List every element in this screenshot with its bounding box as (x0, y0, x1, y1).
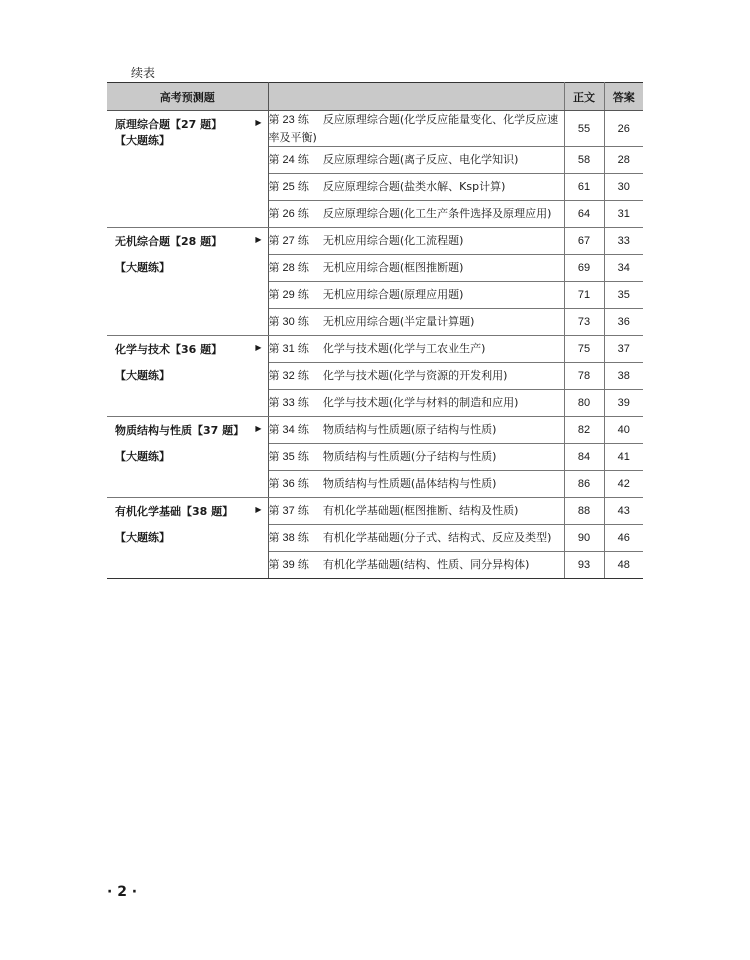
exercise-number: 第 39 练 (268, 559, 309, 571)
exercise-number: 第 32 练 (268, 370, 309, 382)
exercise-number: 第 26 练 (268, 208, 309, 220)
exercise-number: 第 23 练 (268, 114, 309, 126)
exercise-title-cell (268, 363, 564, 390)
answer-page-number: 48 (604, 552, 643, 579)
header-section: 高考预测题 (107, 83, 268, 111)
section-subtitle: 【大题练】 (115, 261, 170, 274)
main-page-number: 69 (564, 255, 604, 282)
exercise-title: 化学与技术题(化学与资源的开发利用) (322, 369, 508, 382)
main-page-number: 67 (564, 228, 604, 255)
exercise-title: 无机应用综合题(半定量计算题) (322, 315, 475, 328)
section-cell (107, 228, 268, 336)
triangle-right-icon: ▶ (255, 235, 262, 244)
answer-page-number: 28 (604, 147, 643, 174)
answer-page-number: 42 (604, 471, 643, 498)
main-page-number: 80 (564, 390, 604, 417)
main-page-number: 73 (564, 309, 604, 336)
exercise-number: 第 34 练 (268, 424, 309, 436)
exercise-title-cell (268, 201, 564, 228)
exercise-title: 物质结构与性质题(分子结构与性质) (322, 450, 497, 463)
exercise-title-cell (268, 336, 564, 363)
triangle-right-icon: ▶ (255, 118, 262, 127)
answer-page-number: 33 (604, 228, 643, 255)
triangle-right-icon: ▶ (255, 424, 262, 433)
exercise-number: 第 37 练 (268, 505, 309, 517)
main-page-number: 71 (564, 282, 604, 309)
triangle-right-icon: ▶ (255, 343, 262, 352)
contents-table (107, 82, 643, 579)
section-subtitle: 【大题练】 (115, 369, 170, 382)
section-name: 化学与技术【36 题】 (115, 343, 223, 356)
section-cell (107, 336, 268, 417)
answer-page-number: 40 (604, 417, 643, 444)
answer-page-number: 34 (604, 255, 643, 282)
exercise-title-cell (268, 444, 564, 471)
main-page-number: 82 (564, 417, 604, 444)
exercise-title-cell (268, 390, 564, 417)
section-name: 原理综合题【27 题】 (115, 118, 223, 131)
exercise-title-cell (268, 498, 564, 525)
header-main-page: 正文 (564, 83, 604, 111)
answer-page-number: 41 (604, 444, 643, 471)
exercise-title-cell (268, 147, 564, 174)
section-subtitle: 【大题练】 (115, 450, 170, 463)
header-answer-page: 答案 (604, 83, 643, 111)
exercise-title: 反应原理综合题(盐类水解、Ksp计算) (322, 180, 506, 193)
section-name: 有机化学基础【38 题】 (115, 505, 234, 518)
section-cell (107, 111, 268, 228)
main-page-number: 84 (564, 444, 604, 471)
exercise-number: 第 28 练 (268, 262, 309, 274)
main-page-number: 58 (564, 147, 604, 174)
answer-page-number: 31 (604, 201, 643, 228)
main-page-number: 93 (564, 552, 604, 579)
table-caption: 续表 (131, 66, 156, 80)
answer-page-number: 37 (604, 336, 643, 363)
exercise-title: 无机应用综合题(原理应用题) (322, 288, 464, 301)
exercise-title-cell (268, 309, 564, 336)
exercise-title-cell (268, 228, 564, 255)
answer-page-number: 30 (604, 174, 643, 201)
triangle-right-icon: ▶ (255, 505, 262, 514)
section-cell (107, 498, 268, 579)
exercise-number: 第 35 练 (268, 451, 309, 463)
exercise-title-cell (268, 471, 564, 498)
exercise-number: 第 33 练 (268, 397, 309, 409)
table-header-row (107, 83, 643, 111)
table-body (107, 111, 643, 579)
exercise-title-cell (268, 417, 564, 444)
answer-page-number: 36 (604, 309, 643, 336)
answer-page-number: 46 (604, 525, 643, 552)
exercise-title-cell (268, 255, 564, 282)
exercise-title: 有机化学基础题(结构、性质、同分异构体) (322, 558, 530, 571)
main-page-number: 78 (564, 363, 604, 390)
exercise-number: 第 36 练 (268, 478, 309, 490)
main-page-number: 75 (564, 336, 604, 363)
exercise-title: 有机化学基础题(分子式、结构式、反应及类型) (322, 531, 552, 544)
answer-page-number: 39 (604, 390, 643, 417)
exercise-title: 有机化学基础题(框图推断、结构及性质) (322, 504, 519, 517)
section-cell (107, 417, 268, 498)
exercise-number: 第 27 练 (268, 235, 309, 247)
table-row[interactable] (107, 417, 643, 444)
exercise-title-cell (268, 552, 564, 579)
main-page-number: 55 (564, 111, 604, 147)
exercise-title: 物质结构与性质题(晶体结构与性质) (322, 477, 497, 490)
answer-page-number: 38 (604, 363, 643, 390)
answer-page-number: 35 (604, 282, 643, 309)
page-number: · 2 · (107, 884, 138, 900)
exercise-title: 化学与技术题(化学与工农业生产) (322, 342, 486, 355)
table-row[interactable] (107, 498, 643, 525)
section-name: 无机综合题【28 题】 (115, 235, 223, 248)
table-row[interactable] (107, 228, 643, 255)
exercise-number: 第 38 练 (268, 532, 309, 544)
section-subtitle: 【大题练】 (115, 134, 170, 147)
table-row[interactable] (107, 336, 643, 363)
table-row[interactable] (107, 111, 643, 147)
exercise-number: 第 25 练 (268, 181, 309, 193)
exercise-number: 第 24 练 (268, 154, 309, 166)
exercise-title: 化学与技术题(化学与材料的制造和应用) (322, 396, 519, 409)
answer-page-number: 43 (604, 498, 643, 525)
exercise-title-cell (268, 282, 564, 309)
exercise-title: 无机应用综合题(框图推断题) (322, 261, 464, 274)
main-page-number: 90 (564, 525, 604, 552)
exercise-title-cell (268, 525, 564, 552)
exercise-title: 物质结构与性质题(原子结构与性质) (322, 423, 497, 436)
main-page-number: 88 (564, 498, 604, 525)
exercise-number: 第 29 练 (268, 289, 309, 301)
answer-page-number: 26 (604, 111, 643, 147)
exercise-title: 反应原理综合题(化学反应能量变化、化学反应速率及平衡) (268, 113, 559, 144)
exercise-title-cell (268, 174, 564, 201)
exercise-title: 反应原理综合题(化工生产条件选择及原理应用) (322, 207, 552, 220)
exercise-title: 无机应用综合题(化工流程题) (322, 234, 464, 247)
header-title (268, 83, 564, 111)
exercise-number: 第 31 练 (268, 343, 309, 355)
exercise-title-cell (268, 111, 564, 147)
main-page-number: 64 (564, 201, 604, 228)
exercise-title: 反应原理综合题(离子反应、电化学知识) (322, 153, 519, 166)
section-name: 物质结构与性质【37 题】 (115, 424, 245, 437)
exercise-number: 第 30 练 (268, 316, 309, 328)
section-subtitle: 【大题练】 (115, 531, 170, 544)
main-page-number: 61 (564, 174, 604, 201)
main-page-number: 86 (564, 471, 604, 498)
